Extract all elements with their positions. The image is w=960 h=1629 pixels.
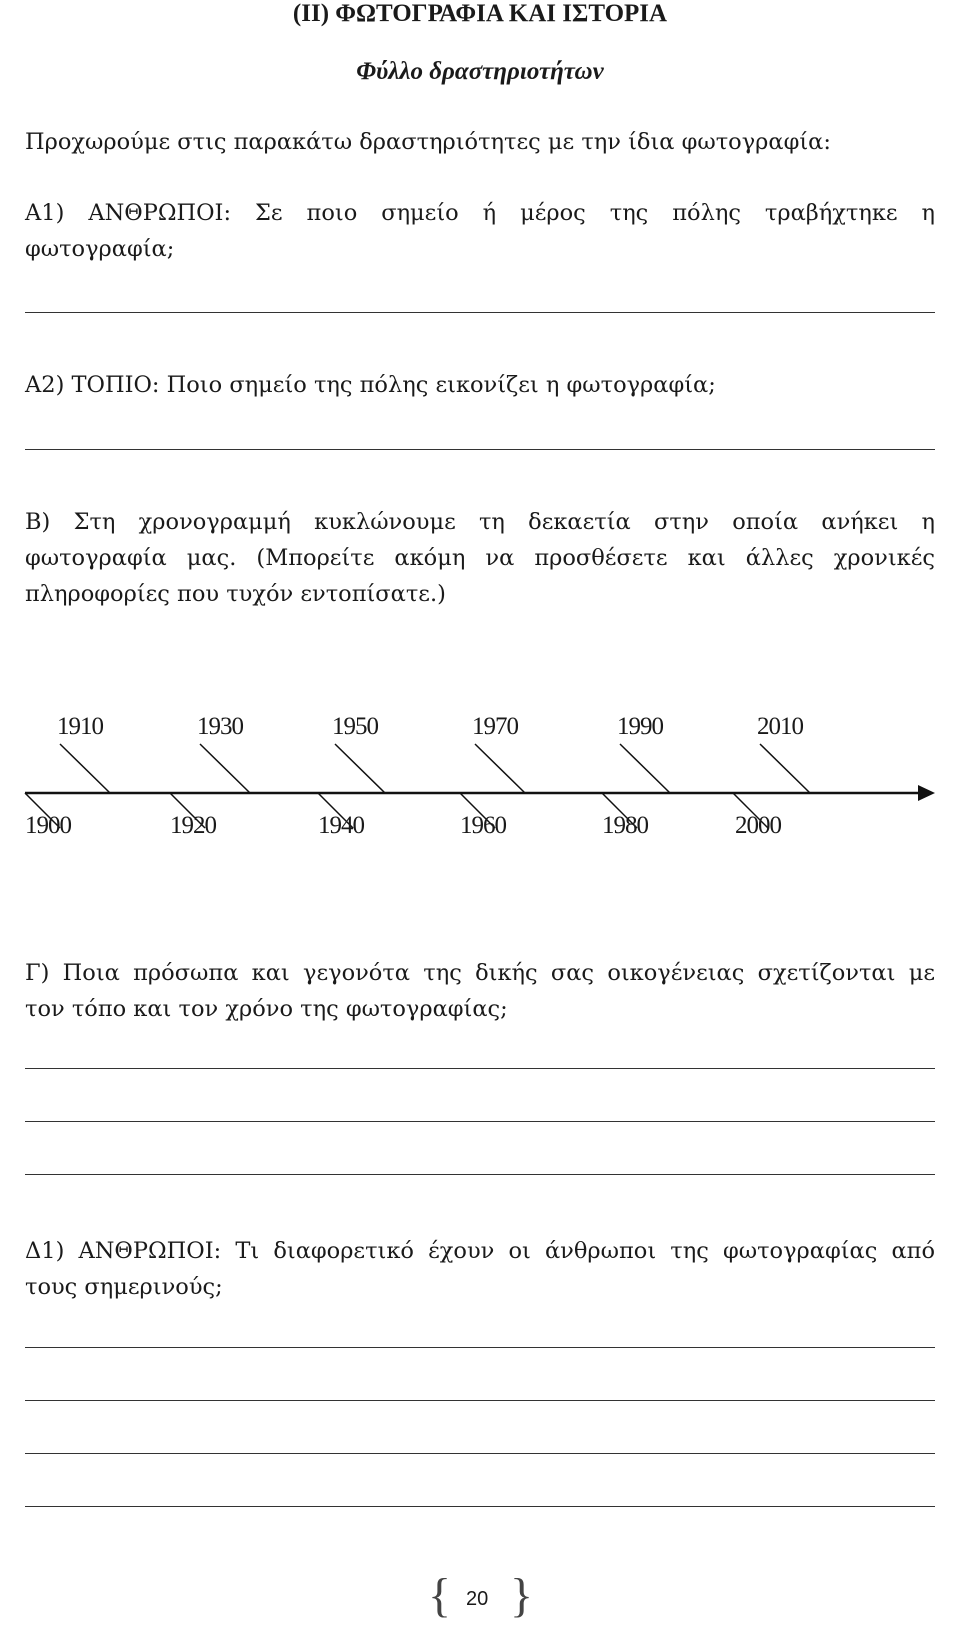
answer-line-d1-3[interactable] (25, 1453, 935, 1454)
timeline-tick-1970 (475, 744, 525, 793)
question-c-line1: Γ) Ποια πρόσωπα και γεγονότα της δικής σας οικογένειας σχετίζονται με (25, 960, 935, 986)
timeline-label-2000[interactable]: 2000 (735, 812, 781, 839)
timeline (0, 700, 960, 840)
timeline-tick-1910 (60, 744, 110, 793)
right-brace-icon: } (510, 1569, 534, 1622)
page-title: (II) ΦΩΤΟΓΡΑΦΙΑ ΚΑΙ ΙΣΤΟΡΙΑ (292, 0, 668, 27)
answer-line-c-2[interactable] (25, 1121, 935, 1122)
question-d1-line2: τους σημερινούς; (25, 1274, 223, 1300)
timeline-label-1910[interactable]: 1910 (57, 713, 103, 740)
question-b-line2: φωτογραφία μας. (Μπορείτε ακόμη να προσθέσετε και άλλες χρονικές (25, 545, 935, 571)
answer-line-c-3[interactable] (25, 1174, 935, 1175)
question-a2-line1: Α2) ΤΟΠΙΟ: Ποιο σημείο της πόλης εικονίζει η φωτογραφία; (25, 372, 716, 398)
timeline-label-1930[interactable]: 1930 (197, 713, 243, 740)
timeline-label-1980[interactable]: 1980 (602, 812, 648, 839)
answer-line-d1-2[interactable] (25, 1400, 935, 1401)
answer-line-d1-1[interactable] (25, 1347, 935, 1348)
timeline-label-1970[interactable]: 1970 (472, 713, 518, 740)
timeline-tick-1990 (620, 744, 670, 793)
left-brace-icon: { (428, 1569, 452, 1622)
timeline-label-1960[interactable]: 1960 (460, 812, 506, 839)
question-b-line1: Β) Στη χρονογραμμή κυκλώνουμε τη δεκαετία στην οποία ανήκει η (25, 509, 935, 535)
timeline-arrow-head (918, 785, 935, 801)
timeline-label-1900[interactable]: 1900 (25, 812, 71, 839)
page-subtitle: Φύλλο δραστηριοτήτων (356, 58, 604, 85)
answer-line-a2[interactable] (25, 449, 935, 450)
answer-line-a1[interactable] (25, 312, 935, 313)
question-c-line2: τον τόπο και τον χρόνο της φωτογραφίας; (25, 996, 508, 1022)
timeline-tick-2010 (760, 744, 810, 793)
page-number: 20 (466, 1588, 489, 1610)
answer-line-c-1[interactable] (25, 1068, 935, 1069)
timeline-label-1920[interactable]: 1920 (170, 812, 216, 839)
timeline-label-2010[interactable]: 2010 (757, 713, 803, 740)
timeline-label-1990[interactable]: 1990 (617, 713, 663, 740)
timeline-tick-1930 (200, 744, 250, 793)
question-b-line3: πληροφορίες που τυχόν εντοπίσατε.) (25, 581, 446, 607)
question-d1-line1: Δ1) ΑΝΘΡΩΠΟΙ: Τι διαφορετικό έχουν οι άνθρωποι της φωτογραφίας από (25, 1238, 935, 1264)
intro-text: Προχωρούμε στις παρακάτω δραστηριότητες με την ίδια φωτογραφία: (25, 129, 831, 155)
timeline-tick-1950 (335, 744, 385, 793)
question-a1-line1: Α1) ΑΝΘΡΩΠΟΙ: Σε ποιο σημείο ή μέρος της πόλης τραβήχτηκε η (25, 200, 935, 226)
question-a1-line2: φωτογραφία; (25, 236, 175, 262)
timeline-label-1950[interactable]: 1950 (332, 713, 378, 740)
timeline-label-1940[interactable]: 1940 (318, 812, 364, 839)
page-number-badge (428, 1569, 534, 1624)
answer-line-d1-4[interactable] (25, 1506, 935, 1507)
